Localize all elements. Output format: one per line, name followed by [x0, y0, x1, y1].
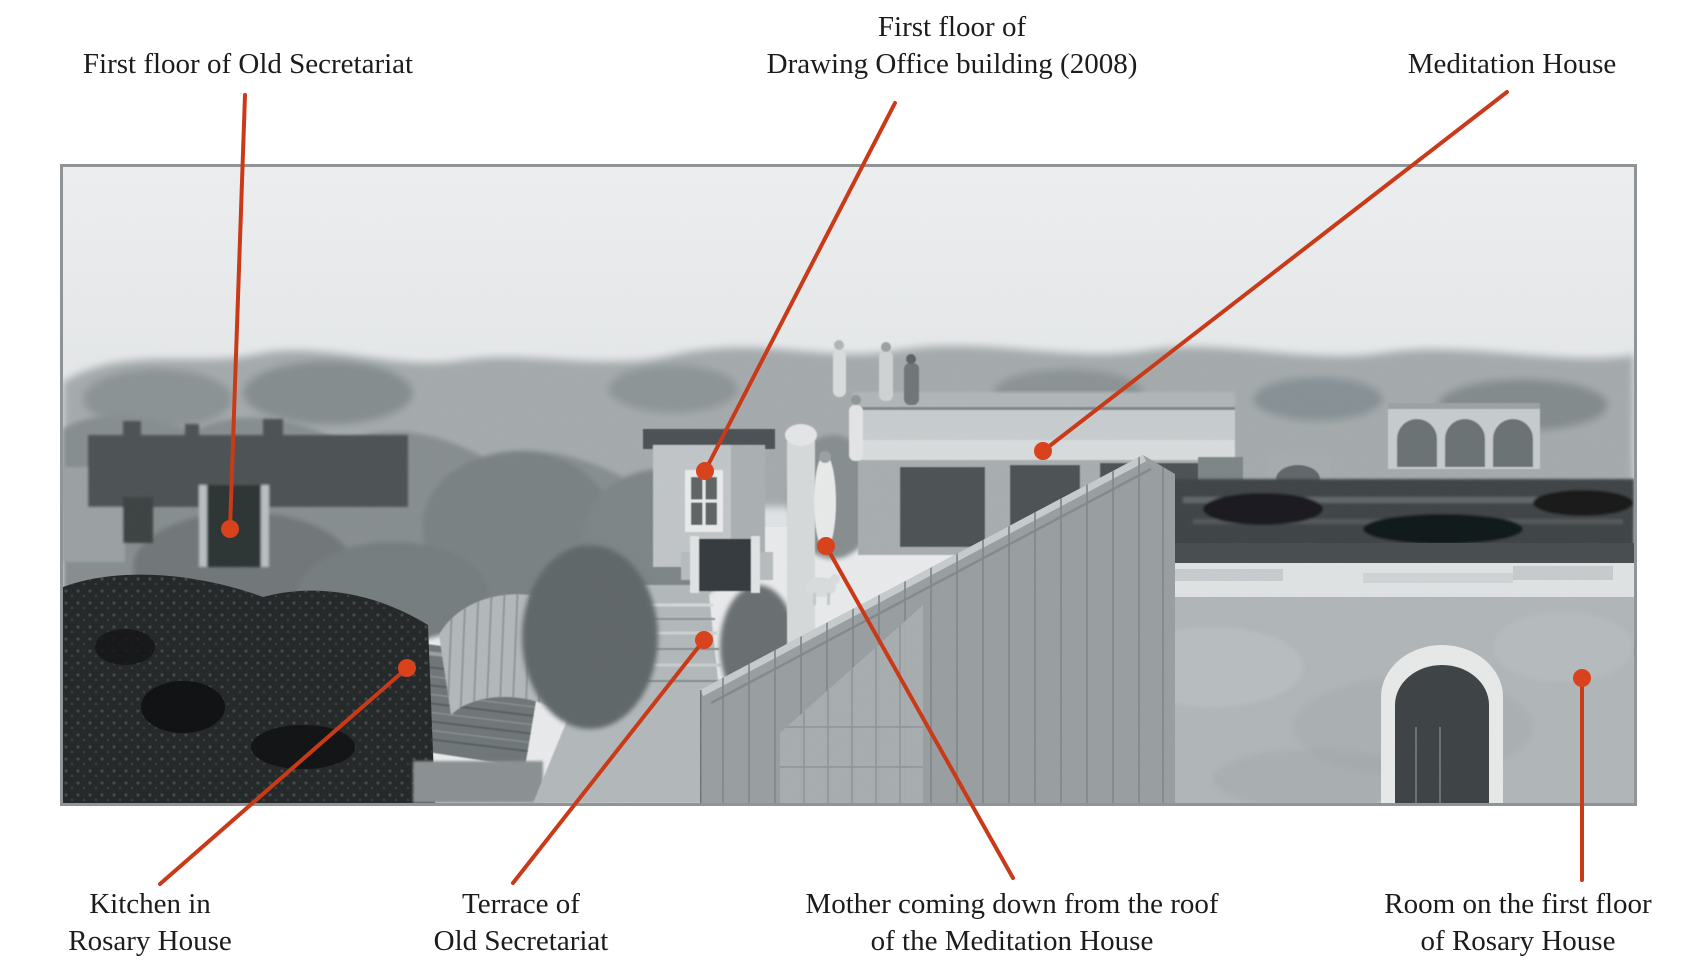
label-text: Drawing Office building (2008): [766, 48, 1138, 80]
label-text: Terrace of: [462, 888, 580, 920]
photo-frame: [60, 164, 1637, 806]
label-text: Old Secretariat: [433, 925, 609, 957]
label-text: First floor of: [877, 11, 1027, 43]
label-text: of the Meditation House: [870, 925, 1154, 957]
label-text: Room on the first floor: [1384, 888, 1652, 920]
label-text: Rosary House: [68, 925, 232, 957]
label-meditation-house: [1408, 46, 1617, 83]
label-mother-coming-down: [805, 886, 1218, 960]
label-terrace-of-old-secretariat: [434, 886, 609, 960]
label-first-floor-old-secretariat: [83, 46, 413, 83]
label-text: of Rosary House: [1420, 925, 1616, 957]
historic-photo: [63, 167, 1634, 803]
label-kitchen-in-rosary-house: [68, 886, 232, 960]
label-first-floor-drawing-office: [767, 9, 1138, 83]
label-text: Mother coming down from the roof: [805, 888, 1219, 920]
film-grain: [63, 167, 1634, 803]
label-text: First floor of Old Secretariat: [82, 48, 414, 80]
label-text: Kitchen in: [89, 888, 211, 920]
label-room-first-floor-rosary-house: [1384, 886, 1651, 960]
label-text: Meditation House: [1407, 48, 1617, 80]
